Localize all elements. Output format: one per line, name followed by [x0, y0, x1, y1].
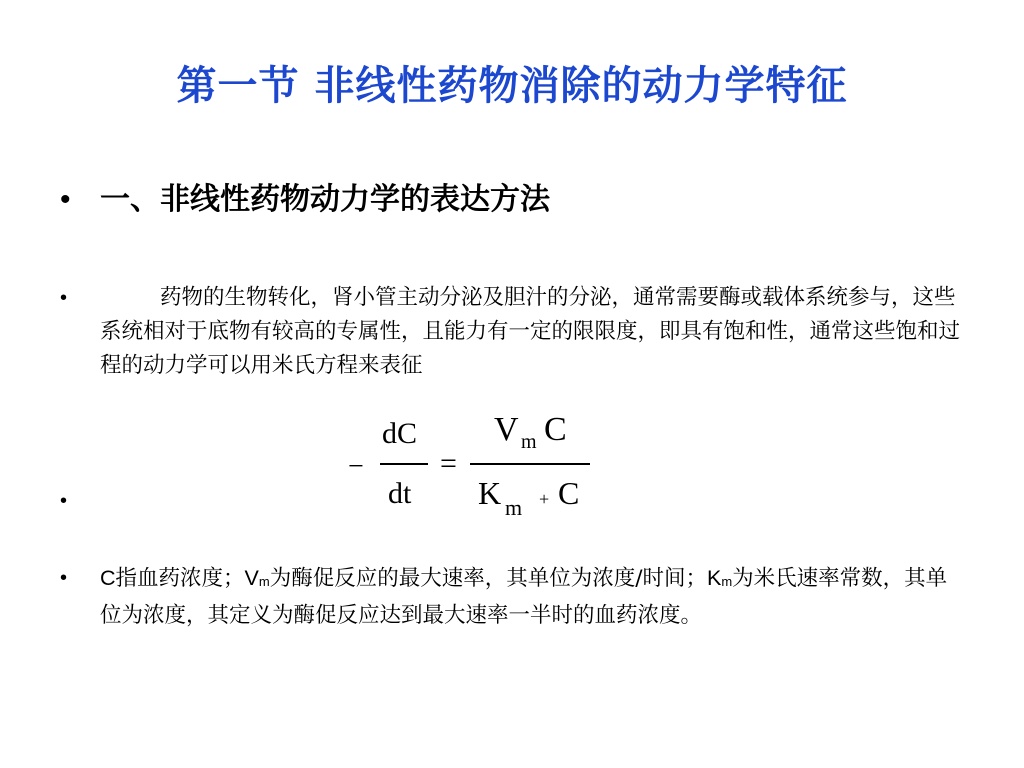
definition-part-2: 为酶促反应的最大速率，其单位为浓度/时间；	[269, 566, 707, 591]
fraction-bar-right	[470, 463, 590, 465]
formula-c-numerator: C	[544, 411, 567, 448]
formula-minus: −	[348, 451, 364, 482]
formula-plus: +	[539, 489, 550, 509]
fraction-bar-left	[380, 463, 428, 465]
definition-part-3: 为米氏速率常数，其单位为浓度，其定义为酶促反应达到最大速率一半时的血药浓度。	[100, 566, 948, 628]
formula-c-denominator: C	[558, 475, 580, 511]
formula-v: V	[494, 411, 519, 448]
symbol-v-subscript: m	[258, 574, 270, 589]
formula-equals: =	[440, 447, 457, 480]
definition-text	[100, 561, 960, 633]
symbol-v: V	[244, 566, 259, 590]
bullet-icon: •	[60, 287, 68, 309]
formula-k-subscript: m	[505, 495, 523, 520]
definition-item	[60, 561, 960, 633]
symbol-c: C	[100, 566, 116, 590]
formula-dt: dt	[388, 477, 412, 510]
bullet-icon: •	[60, 183, 71, 216]
body-paragraph: 药物的生物转化，肾小管主动分泌及胆汁的分泌，通常需要酶或载体系统参与，这些系统相对于底物有较高的专属性，且能力有一定的限限度，即具有饱和性，通常这些饱和过程的动力学可以用米氏方程来表征	[100, 285, 961, 378]
symbol-k: K	[706, 566, 722, 590]
definition-part-1: 指血药浓度；	[115, 566, 245, 591]
symbol-k-subscript: m	[721, 574, 733, 589]
formula-k: K	[478, 475, 502, 511]
formula-dc: dC	[382, 417, 418, 450]
slide-title: 第一节 非线性药物消除的动力学特征	[176, 63, 848, 109]
paragraph-item	[60, 281, 960, 383]
michaelis-menten-equation	[340, 413, 600, 523]
bullet-icon: •	[60, 567, 68, 589]
bullet-icon: •	[60, 490, 68, 512]
section-heading: 一、非线性药物动力学的表达方法	[100, 182, 550, 217]
formula-v-subscript: m	[521, 431, 537, 453]
heading-item	[60, 180, 960, 220]
